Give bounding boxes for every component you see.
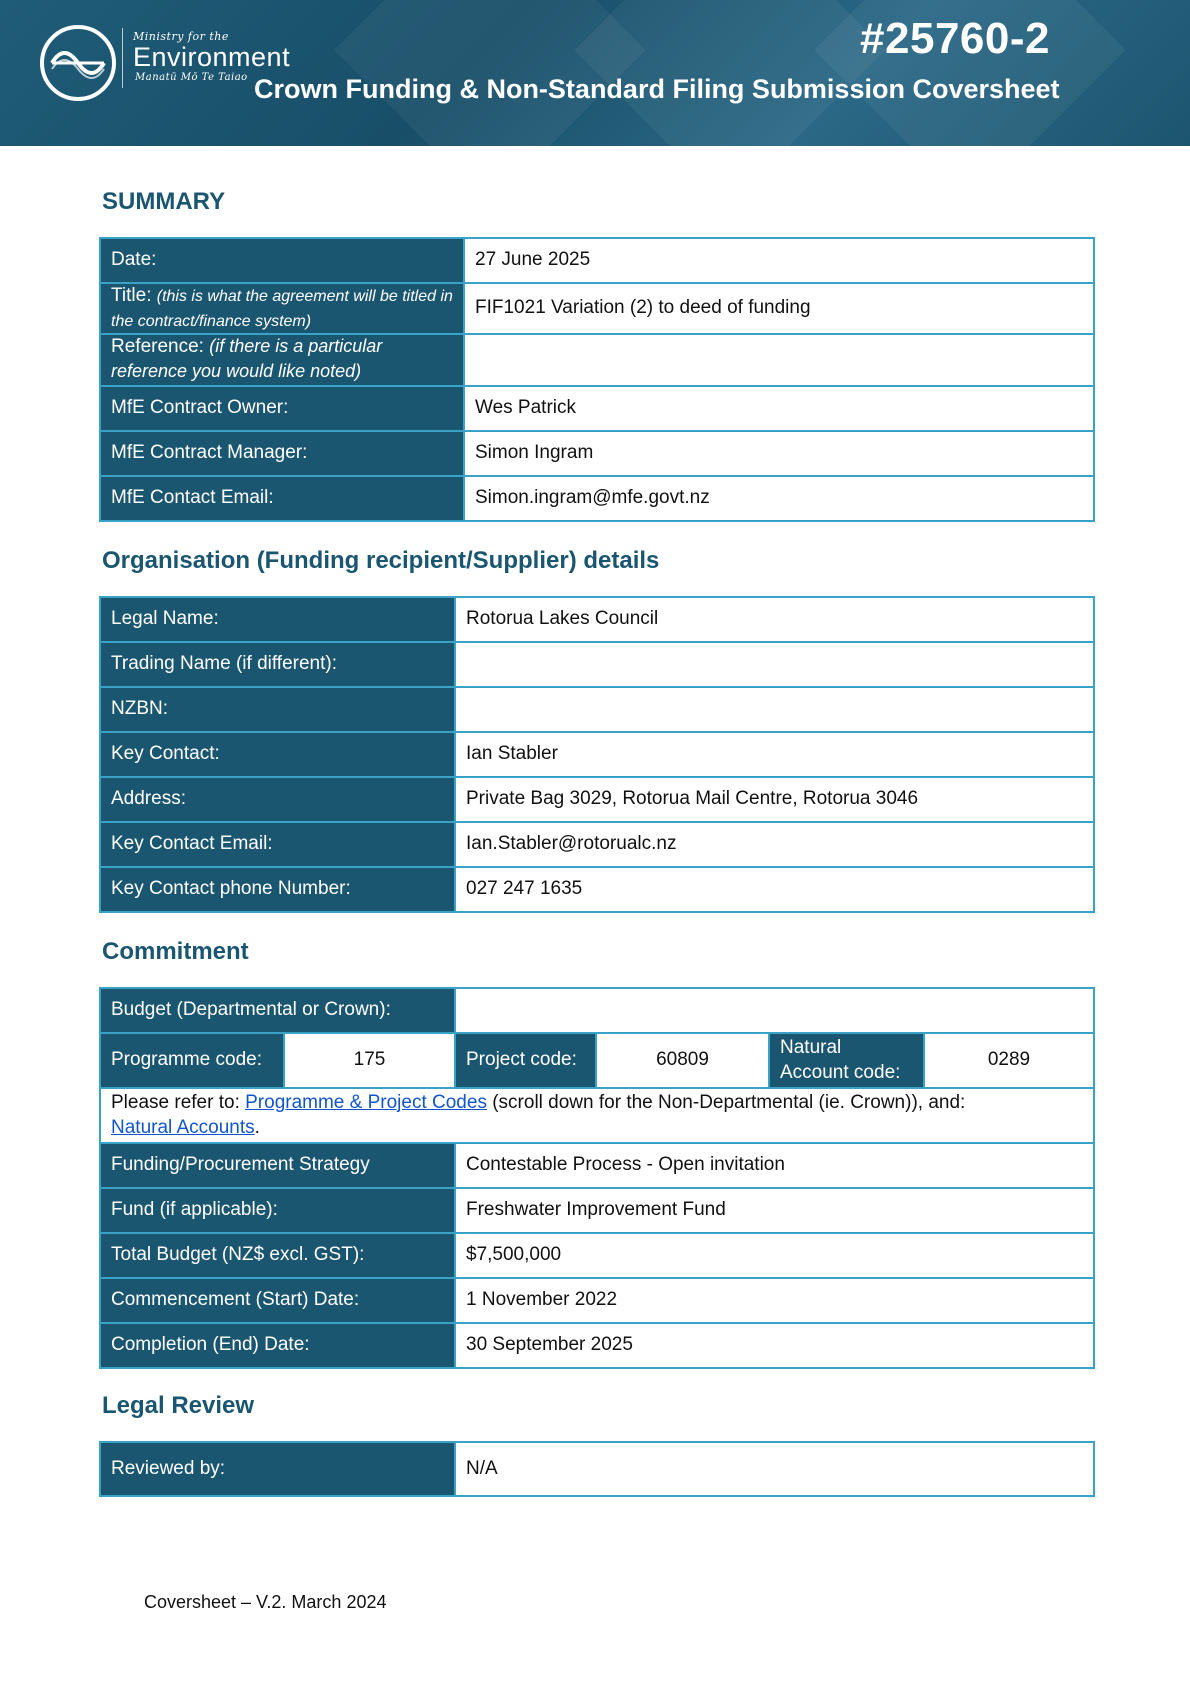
address-label: Address: — [100, 777, 455, 822]
reference-value — [464, 334, 1094, 385]
note-prefix: Please refer to: — [111, 1091, 246, 1113]
end-date-label: Completion (End) Date: — [100, 1323, 455, 1368]
total-budget-value: $7,500,000 — [455, 1233, 1094, 1278]
legal-review-heading: Legal Review — [102, 1392, 255, 1419]
title-value: FIF1021 Variation (2) to deed of funding — [464, 283, 1094, 334]
start-date-value: 1 November 2022 — [455, 1278, 1094, 1323]
table-row — [100, 642, 1094, 687]
table-row — [100, 1188, 1094, 1233]
key-contact-label: Key Contact: — [100, 732, 455, 777]
title-label-cell — [100, 283, 464, 334]
reference-label-cell — [100, 334, 464, 385]
natural-account-label: Natural Account code: — [769, 1033, 924, 1088]
nzbn-value — [455, 687, 1094, 732]
trading-name-label: Trading Name (if different): — [100, 642, 455, 687]
footer-version: Coversheet – V.2. March 2024 — [144, 1592, 387, 1612]
commitment-heading: Commitment — [102, 938, 249, 965]
reference-label: Reference: — [111, 336, 204, 358]
programme-project-codes-link[interactable]: Programme & Project Codes — [245, 1091, 487, 1113]
key-contact-value: Ian Stabler — [455, 732, 1094, 777]
organisation-heading: Organisation (Funding recipient/Supplier) details — [102, 547, 660, 574]
table-row — [100, 386, 1094, 431]
table-row — [100, 476, 1094, 521]
project-code-value: 60809 — [596, 1033, 769, 1088]
total-budget-label: Total Budget (NZ$ excl. GST): — [100, 1233, 455, 1278]
table-row — [100, 1442, 1094, 1496]
email-label: MfE Contact Email: — [100, 476, 464, 521]
page-header — [0, 0, 1190, 146]
commitment-table — [99, 987, 1095, 1369]
summary-heading: SUMMARY — [102, 188, 226, 215]
budget-value — [455, 988, 1094, 1033]
date-label: Date: — [100, 238, 464, 283]
codes-reference-note — [100, 1088, 1094, 1143]
summary-table — [99, 237, 1095, 522]
table-row — [100, 1278, 1094, 1323]
table-row — [100, 687, 1094, 732]
table-row — [100, 1088, 1094, 1143]
table-row — [100, 777, 1094, 822]
table-row — [100, 238, 1094, 283]
logo-maori-text: Manatū Mō Te Taiao — [135, 72, 248, 83]
phone-value: 027 247 1635 — [455, 867, 1094, 912]
title-hint: (this is what the agreement will be titled in the contract/finance system) — [111, 288, 453, 330]
programme-code-label: Programme code: — [100, 1033, 284, 1088]
table-row — [100, 597, 1094, 642]
nzbn-label: NZBN: — [100, 687, 455, 732]
contact-email-label: Key Contact Email: — [100, 822, 455, 867]
logo-ministry-text: Ministry for the — [133, 30, 229, 43]
table-row — [100, 988, 1094, 1033]
logo-environment-text: Environment — [133, 42, 291, 72]
manager-label: MfE Contract Manager: — [100, 431, 464, 476]
title-label: Title: — [111, 285, 152, 306]
natural-accounts-link[interactable]: Natural Accounts — [111, 1116, 255, 1138]
note-middle: (scroll down for the Non-Departmental (ie. Crown)), and: — [486, 1091, 966, 1113]
table-row — [100, 1323, 1094, 1368]
reviewed-by-value: N/A — [455, 1442, 1094, 1496]
contact-email-value: Ian.Stabler@rotorualc.nz — [455, 822, 1094, 867]
address-value: Private Bag 3029, Rotorua Mail Centre, Rotorua 3046 — [455, 777, 1094, 822]
fund-value: Freshwater Improvement Fund — [455, 1188, 1094, 1233]
owner-label: MfE Contract Owner: — [100, 386, 464, 431]
ministry-logo-icon — [40, 25, 116, 101]
legal-name-value: Rotorua Lakes Council — [455, 597, 1094, 642]
organisation-table — [99, 596, 1095, 913]
fund-label: Fund (if applicable): — [100, 1188, 455, 1233]
end-date-value: 30 September 2025 — [455, 1323, 1094, 1368]
document-number: #25760-2 — [860, 14, 1050, 63]
legal-name-label: Legal Name: — [100, 597, 455, 642]
table-row — [100, 867, 1094, 912]
table-row — [100, 431, 1094, 476]
document-title: Crown Funding & Non-Standard Filing Submission Coversheet — [254, 74, 1060, 104]
natural-account-value: 0289 — [924, 1033, 1094, 1088]
table-row — [100, 1233, 1094, 1278]
table-row — [100, 1143, 1094, 1188]
programme-code-value: 175 — [284, 1033, 455, 1088]
table-row — [100, 732, 1094, 777]
legal-review-table — [99, 1441, 1095, 1497]
date-value: 27 June 2025 — [464, 238, 1094, 283]
phone-label: Key Contact phone Number: — [100, 867, 455, 912]
reference-hint: (if there is a particular reference you would like noted) — [111, 336, 383, 382]
strategy-label: Funding/Procurement Strategy — [100, 1143, 455, 1188]
start-date-label: Commencement (Start) Date: — [100, 1278, 455, 1323]
reviewed-by-label: Reviewed by: — [100, 1442, 455, 1496]
note-suffix: . — [254, 1116, 260, 1138]
table-row — [100, 822, 1094, 867]
project-code-label: Project code: — [455, 1033, 596, 1088]
budget-label: Budget (Departmental or Crown): — [100, 988, 455, 1033]
strategy-value: Contestable Process - Open invitation — [455, 1143, 1094, 1188]
table-row — [100, 1033, 1094, 1088]
manager-value: Simon Ingram — [464, 431, 1094, 476]
table-row — [100, 283, 1094, 334]
table-row — [100, 334, 1094, 385]
trading-name-value — [455, 642, 1094, 687]
logo-divider — [122, 28, 123, 88]
owner-value: Wes Patrick — [464, 386, 1094, 431]
email-value: Simon.ingram@mfe.govt.nz — [464, 476, 1094, 521]
